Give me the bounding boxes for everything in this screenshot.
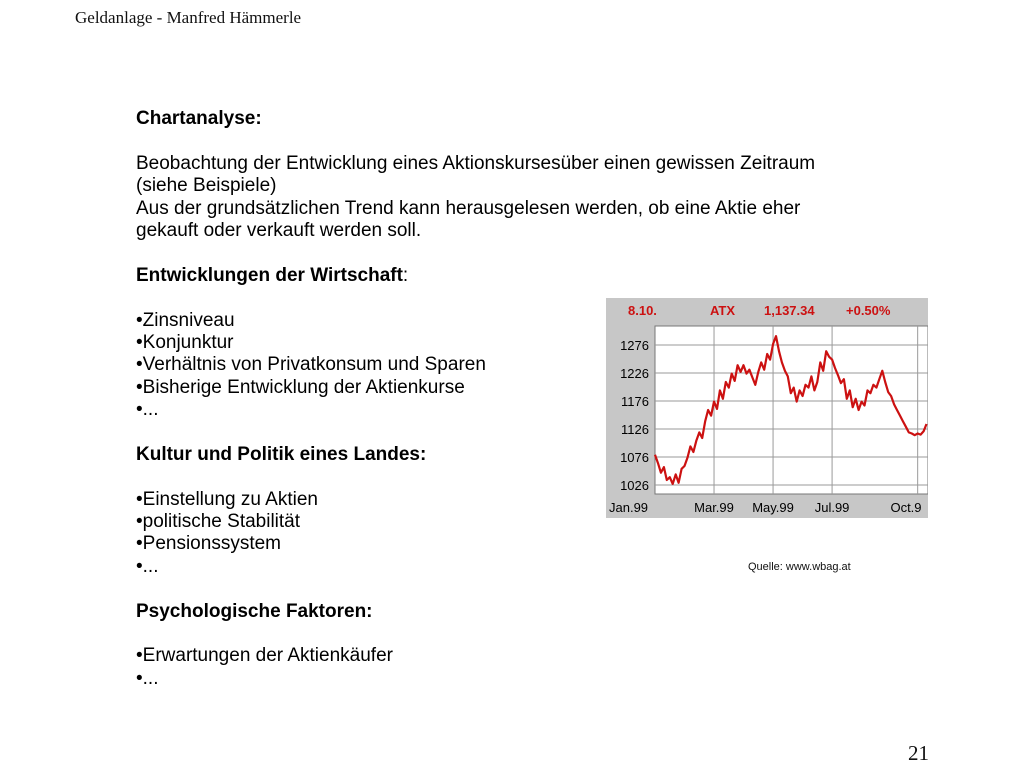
chart-header-value: 1,137.34 xyxy=(764,303,815,318)
bullet-item: •Einstellung zu Aktien xyxy=(136,488,318,510)
bullet-item: •Zinsniveau xyxy=(136,309,235,331)
page-number: 21 xyxy=(908,741,929,765)
chart-x-tick-label: Oct.9 xyxy=(890,500,922,515)
slide-header: Geldanlage - Manfred Hämmerle xyxy=(75,8,302,27)
bullet-item: •Verhältnis von Privatkonsum und Sparen xyxy=(136,354,486,376)
spacer xyxy=(136,623,956,645)
chart-x-tick-label: Jul.99 xyxy=(814,500,850,515)
bullet-item: •Bisherige Entwicklung der Aktienkurse xyxy=(136,376,465,398)
spacer xyxy=(136,578,956,600)
chart-y-tick-label: 1226 xyxy=(620,366,649,382)
bullet-item: •... xyxy=(136,555,159,577)
bullet-item: •Konjunktur xyxy=(136,331,234,353)
chart-x-tick-label: May.99 xyxy=(752,500,794,515)
chart-y-tick-label: 1026 xyxy=(620,478,649,494)
paragraph-line: Aus der grundsätzlichen Trend kann herausgelesen werden, ob eine Aktie eher xyxy=(136,197,801,219)
bullet-item: •politische Stabilität xyxy=(136,511,301,533)
chart-x-tick-label: Mar.99 xyxy=(694,500,734,515)
atx-line-chart xyxy=(606,298,928,518)
heading-wirtschaft xyxy=(136,265,956,287)
heading-kultur: Kultur und Politik eines Landes: xyxy=(136,443,427,465)
bullet-item: •... xyxy=(136,399,159,421)
chart-plot-area xyxy=(655,326,928,494)
chart-y-tick-label: 1126 xyxy=(621,422,649,438)
bullet-item: •Pensionssystem xyxy=(136,533,281,555)
chart-x-tick-label: Jan.99 xyxy=(609,500,649,515)
bullet-item: •Erwartungen der Aktienkäufer xyxy=(136,645,393,667)
chart-y-tick-label: 1276 xyxy=(620,338,649,354)
chart-header-date: 8.10. xyxy=(628,303,657,318)
paragraph-line: gekauft oder verkauft werden soll. xyxy=(136,219,422,241)
source-caption: Quelle: www.wbag.at xyxy=(748,561,851,573)
spacer xyxy=(136,242,956,264)
heading-chartanalyse: Chartanalyse: xyxy=(136,108,262,129)
paragraph-line: (siehe Beispiele) xyxy=(136,175,277,197)
heading-psycho: Psychologische Faktoren: xyxy=(136,600,373,622)
spacer xyxy=(136,130,956,152)
chart-header-index: ATX xyxy=(710,303,736,318)
bullet-item: •... xyxy=(136,667,159,689)
paragraph-line: Beobachtung der Entwicklung eines Aktionskursesüber einen gewissen Zeitraum xyxy=(136,152,816,174)
chart-y-tick-label: 1176 xyxy=(621,394,649,410)
heading-wirtschaft-text: Entwicklungen der Wirtschaft xyxy=(136,264,403,286)
chart-y-tick-label: 1076 xyxy=(620,450,649,466)
heading-wirtschaft-colon: : xyxy=(402,264,409,286)
chart-header-change: +0.50% xyxy=(846,303,891,318)
